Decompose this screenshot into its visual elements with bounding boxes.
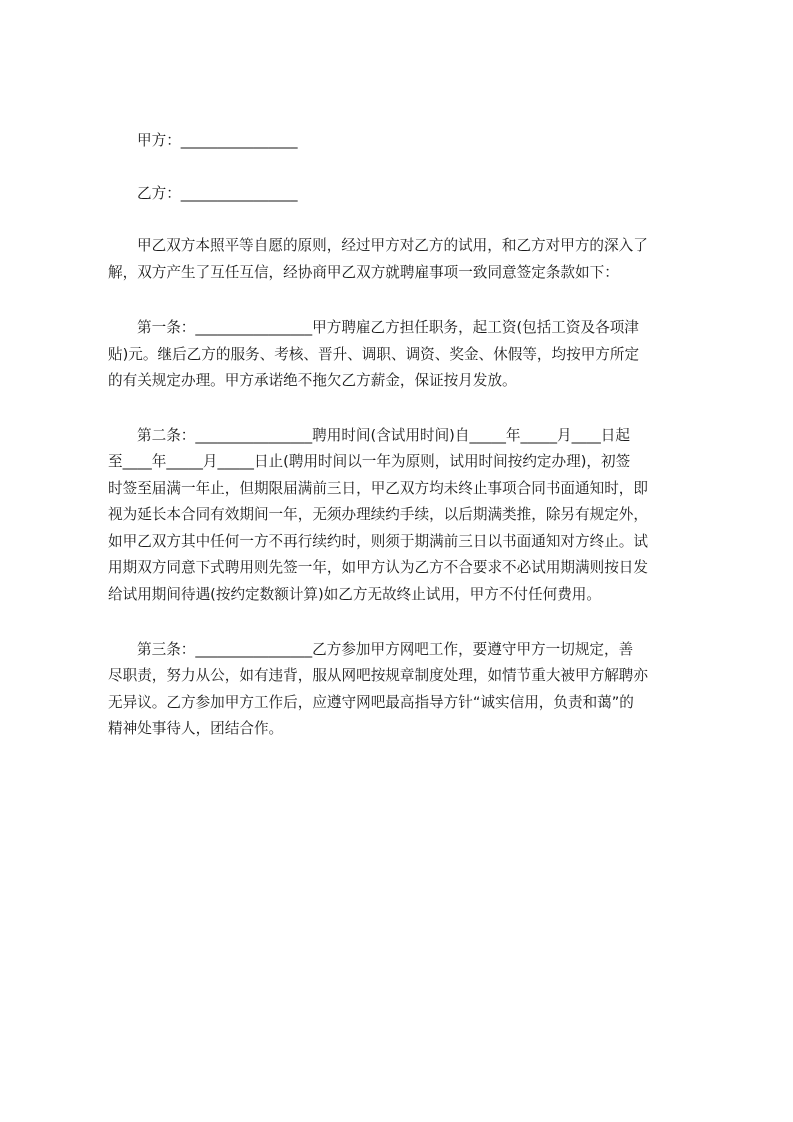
paragraph-line: 贴)元。继后乙方的服务、考核、晋升、调职、调资、奖金、休假等，均按甲方所定 [108,346,640,363]
paragraph-line: 如甲乙双方其中任何一方不再行续约时，则须于期满前三日以书面通知对方终止。试 [108,533,648,550]
party-b-line: 乙方：________________ [137,185,298,202]
paragraph-line: 用期双方同意下式聘用则先签一年，如甲方认为乙方不合要求不必试用期满则按日发 [108,559,648,576]
paragraph-line: 无异议。乙方参加甲方工作后，应遵守网吧最高指导方针“诚实信用，负责和蔼”的 [108,694,634,711]
paragraph-line: 给试用期间待遇(按约定数额计算)如乙方无故终止试用，甲方不付任何费用。 [108,586,601,603]
paragraph-line: 解，双方产生了互任互信，经协商甲乙双方就聘雇事项一致同意签定条款如下： [108,264,619,281]
paragraph-line: 视为延长本合同有效期间一年，无须办理续约手续，以后期满类推，除另有规定外， [108,506,648,523]
party-a-line: 甲方：________________ [137,132,298,149]
paragraph-line: 甲乙双方本照平等自愿的原则，经过甲方对乙方的试用，和乙方对甲方的深入了 [137,237,648,254]
paragraph-line: 精神处事待人，团结合作。 [108,720,284,737]
paragraph-line: 第三条：________________乙方参加甲方网吧工作，要遵守甲方一切规定，善 [137,641,634,658]
paragraph-line: 至____年_____月_____日止(聘用时间以一年为原则，试用时间按约定办理)，初签 [108,453,631,470]
paragraph-line: 第二条：________________聘用时间(含试用时间)自_____年_____月____日起 [137,427,630,444]
paragraph-line: 尽职责，努力从公，如有违背，服从网吧按规章制度处理，如情节重大被甲方解聘亦 [108,667,648,684]
paragraph-line: 时签至届满一年止，但期限届满前三日，甲乙双方均未终止事项合同书面通知时，即 [108,480,648,497]
paragraph-line: 的有关规定办理。甲方承诺绝不拖欠乙方薪金，保证按月发放。 [108,372,517,389]
paragraph-line: 第一条：________________甲方聘雇乙方担任职务，起工资(包括工资及各项津 [137,319,639,336]
